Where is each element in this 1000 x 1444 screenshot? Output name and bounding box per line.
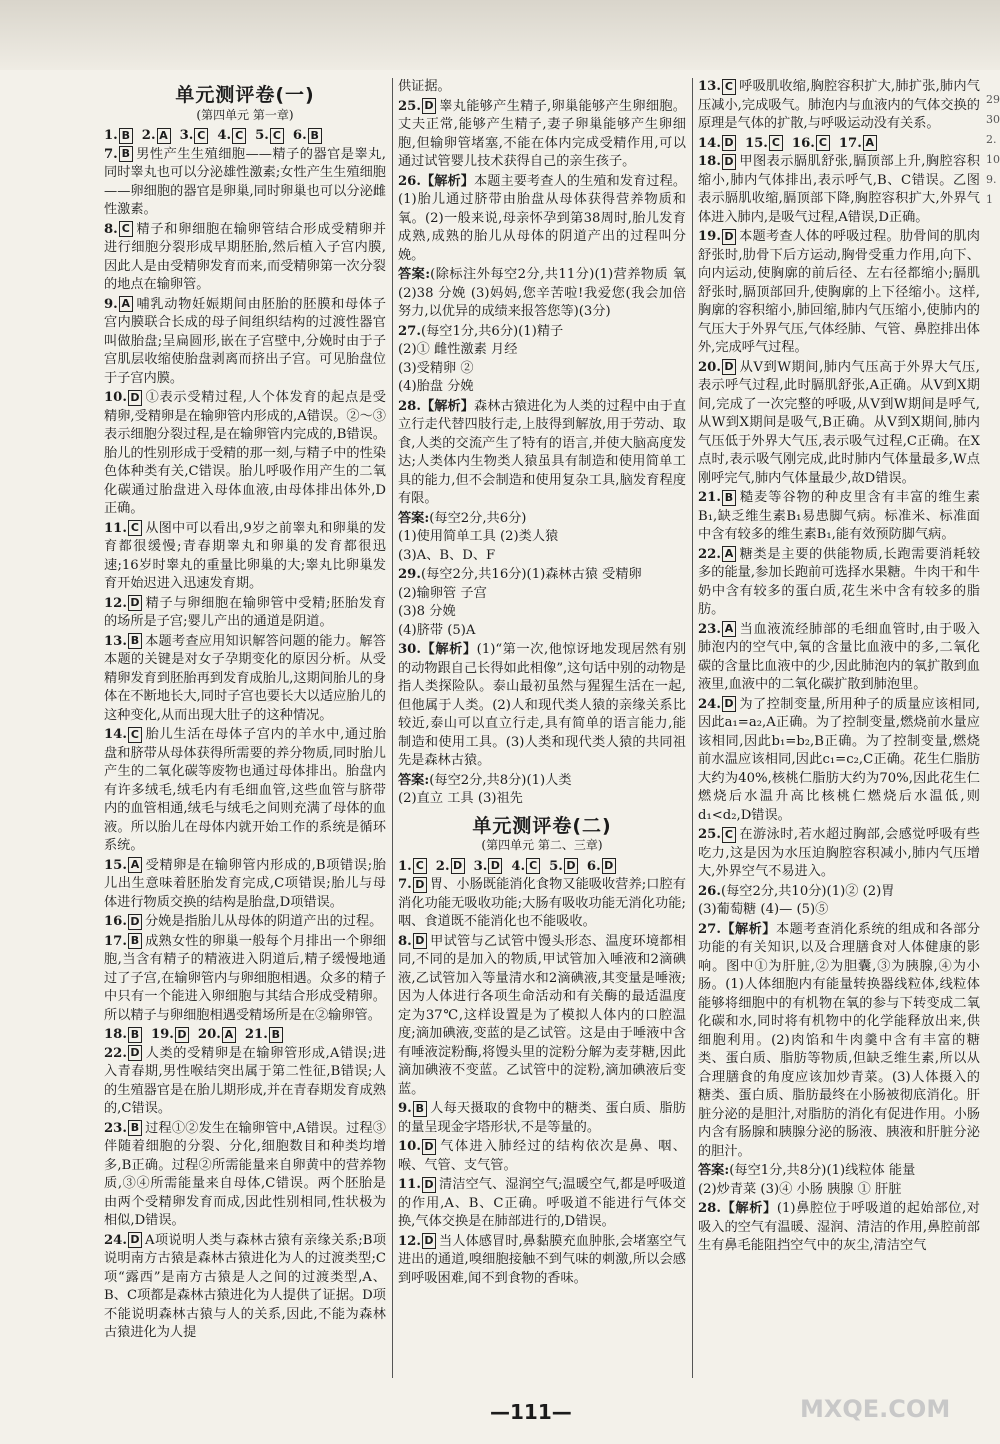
question-number: 12.	[104, 595, 127, 611]
question-number: 23.	[698, 621, 721, 637]
question-number: 14.	[698, 135, 721, 151]
answer-entry	[398, 566, 686, 640]
answer-text: (2)输卵管 子宫	[398, 585, 487, 601]
answer-entry	[398, 266, 686, 322]
answer-box: D	[422, 1177, 436, 1193]
scan-top-band	[0, 0, 1000, 70]
question-number: 15.	[744, 135, 768, 151]
answer-list	[104, 1045, 386, 1343]
edge-fragment: 2.	[986, 133, 997, 146]
adjacent-page-edge	[986, 90, 1000, 1390]
continued-text: 供证据。	[398, 79, 451, 94]
answer-box: D	[422, 1139, 436, 1155]
explanation-label: 答案:	[398, 772, 430, 788]
question-number: 10.	[398, 1139, 421, 1154]
answer-list	[398, 98, 686, 809]
question-number: 16.	[104, 914, 127, 929]
answer-entry	[398, 1100, 686, 1137]
answer-text: 当人体感冒时,鼻黏膜充血肿胀,会堵塞空气进出的通道,嗅细胞接触不到气味的刺激,所以会感到呼吸困难,闻不到食物的香味。	[398, 1233, 686, 1286]
answer-text: 精子与卵细胞在输卵管中受精;胚胎发育的场所是子宫;婴儿产出的通道是阴道。	[104, 595, 386, 629]
answer-entry	[698, 921, 980, 1162]
answer-box: B	[269, 1027, 283, 1043]
answer-text: (3)葡萄糖 (4)— (5)⑤	[698, 902, 829, 917]
question-number: 26.	[398, 173, 421, 189]
mc-item	[511, 859, 543, 874]
answer-box: D	[128, 1232, 142, 1248]
answer-box: C	[119, 221, 133, 237]
answer-text: 气体进入肺经过的结构依次是鼻、咽、喉、气管、支气管。	[398, 1139, 686, 1173]
unit-test-title-2: 单元测评卷(二)	[472, 814, 612, 837]
question-number: 7.	[104, 146, 118, 162]
answer-entry	[398, 641, 686, 771]
answer-box: D	[128, 914, 142, 930]
answer-entry	[104, 1045, 386, 1119]
answer-text: (每空1分,共6分)(1)精子	[420, 323, 564, 339]
question-number: 24.	[698, 696, 721, 712]
answer-text: (每空2分,共6分)	[429, 510, 527, 526]
answer-text: 本题考查人体的呼吸过程。肋骨间的肌肉舒张时,肋骨下后方运动,胸骨受重力作用,向下、向内运动,使胸廓的前后径、左右径都缩小;膈肌舒张时,膈顶部回升,使胸廓的上下径缩小。这样,胸廓的容积缩小,肺回缩,肺内气压缩小,使肺内的气压大于外界气压,气体经肺、气管、鼻腔排出体外,完成呼气过程。	[698, 229, 980, 355]
answer-text: 在游泳时,若水超过胸部,会感觉呼吸有些吃力,这是因为水压迫胸腔容积减小,肺内气压增大,外界空气不易进入。	[698, 827, 980, 879]
mc-item	[255, 128, 287, 143]
question-number: 27.	[398, 323, 421, 339]
question-number: 2.	[141, 128, 156, 143]
answer-text: 从V到W期间,肺内气压高于外界大气压,表示呼气过程,此时膈肌舒张,A正确。从V到X期间,完成了一次完整的呼吸,从V到W期间是呼气,从W到X期间是吸气,B正确。从V到X期间,肺内气压低于外界大气压,表示吸气过程,C正确。在X点时,表示吸气刚完成,此时肺内气体量最多,W点刚呼完气,肺内气体量最少,故D错误。	[698, 359, 980, 486]
answer-text: 本题考查应用知识解答问题的能力。解答本题的关键是对女子孕期变化的原因分析。从受精卵发育到胚胎再到发育成胎儿,这期间胎儿的身体在不断地长大,同时子宫也要长大以适应胎儿的这种变化,从而出现大肚子的这种情况。	[104, 633, 386, 723]
question-number: 1.	[398, 858, 412, 874]
answer-box: A	[119, 296, 133, 312]
answer-text: 精子和卵细胞在输卵管结合形成受精卵并进行细胞分裂形成早期胚胎,然后植入子宫内膜,因此人是由受精卵发育而来,而受精卵第一次分裂的地点在输卵管。	[104, 221, 386, 292]
answer-entry	[104, 595, 386, 632]
explanation-label: 【解析】	[420, 398, 475, 414]
answer-entry	[398, 173, 686, 266]
answer-entry	[104, 1232, 386, 1343]
answer-box: C	[526, 858, 540, 874]
answer-box: B	[722, 490, 736, 506]
question-number: 8.	[398, 933, 412, 949]
answer-box: C	[232, 128, 246, 144]
answer-entry	[104, 520, 386, 594]
mc-item	[745, 136, 786, 151]
mc-item	[839, 136, 880, 151]
answer-box: D	[413, 877, 427, 893]
answer-box: D	[564, 858, 578, 874]
answer-entry	[104, 857, 386, 913]
answer-text: 人每天摄取的食物中的糖类、蛋白质、脂肪的量呈现金字塔形状,不是等量的。	[398, 1101, 686, 1135]
question-number: 17.	[838, 135, 862, 151]
answer-entry	[698, 546, 980, 620]
answer-box: C	[128, 520, 142, 536]
answer-text: (4)脐带 (5)A	[398, 622, 476, 638]
explanation-label: 答案:	[698, 1163, 730, 1178]
answer-entry	[398, 933, 686, 1100]
question-number: 14.	[104, 727, 127, 742]
answer-text: (每空2分,共10分)(1)② (2)胃	[720, 883, 895, 899]
answer-entry	[698, 696, 980, 826]
question-number: 12.	[398, 1233, 421, 1249]
watermark-logo: MXQE.COM	[800, 1395, 951, 1423]
answer-box: D	[722, 359, 736, 375]
answer-entry	[698, 489, 980, 545]
answer-box: D	[722, 154, 736, 170]
answer-entry	[398, 398, 686, 509]
answer-entry	[698, 1162, 980, 1199]
answer-entry	[398, 1233, 686, 1289]
question-number: 16.	[791, 135, 815, 151]
question-number: 24.	[104, 1232, 127, 1248]
mc-answer-row	[104, 127, 386, 146]
mc-answer-row	[698, 135, 980, 154]
edge-fragment: 30	[986, 113, 1000, 126]
answer-box: A	[722, 621, 736, 637]
question-number: 25.	[398, 98, 421, 114]
answer-entry	[398, 510, 686, 566]
question-number: 4.	[217, 128, 232, 143]
answer-entry	[698, 621, 980, 695]
question-number: 13.	[698, 79, 721, 94]
mc-item	[474, 859, 506, 874]
answer-box: D	[722, 696, 736, 712]
answer-box: C	[413, 858, 427, 874]
answer-text: 为了控制变量,所用种子的质量应该相同,因此a₁=a₂,A正确。为了控制变量,燃烧前水量应该相同,因此b₁=b₂,B正确。为了控制变量,燃烧前水温应该相同,因此c₁=c₂,C正确。花生仁脂肪大约为40%,核桃仁脂肪大约为70%,因此花生仁燃烧后水温升高比核桃仁燃烧后水温低,则d₁<d₂,D错误。	[698, 696, 980, 823]
question-number: 27.	[698, 921, 721, 937]
unit-test-title-1: 单元测评卷(一)	[175, 84, 315, 106]
answer-box: D	[413, 933, 427, 949]
answer-box: D	[128, 1045, 142, 1061]
explanation-label: 【解析】	[720, 1201, 777, 1216]
answer-text: 森林古猿进化为人类的过程中由于直立行走代替四肢行走,上肢得到解放,用于劳动、取食,人类的交流产生了特有的语言,并使大脑高度发达;人类体内生物类人猿虽具有制造和使用简单工具的能力,但不会制造和使用复杂工具,脑发育程度有限。	[398, 398, 686, 506]
answer-text: 本题考查消化系统的组成和各部分功能的有关知识,以及合理膳食对人体健康的影响。图中①为肝脏,②为胆囊,③为胰腺,④为小肠。(1)人体细胞内有能量转换器线粒体,线粒体能够将细胞中的有机物在氧的参与下转变成二氧化碳和水,同时将有机物中的化学能释放出来,供细胞利用。(2)肉馅和牛肉羹中含有丰富的糖类、蛋白质、脂肪等物质,但缺乏维生素,所以从合理膳食的角度应该加炒青菜。(3)人体摄入的糖类、蛋白质、脂肪最终在小肠被彻底消化。肝脏分泌的是胆汁,对脂肪的消化有促进作用。小肠内含有肠腺和胰腺分泌的肠液、胰液和肝脏分泌的胆汁。	[698, 921, 980, 1159]
answer-box: B	[413, 1101, 427, 1117]
answer-text: (1)使用简单工具 (2)类人猿	[398, 529, 559, 544]
answer-text: (每空2分,共8分)(1)人类	[429, 772, 572, 788]
mc-item	[198, 1027, 239, 1042]
mc-answer-row	[398, 858, 686, 877]
question-number: 19.	[698, 229, 721, 244]
question-number: 18.	[698, 154, 721, 169]
answer-text: 从图中可以看出,9岁之前睾丸和卵巢的发育都很缓慢;青春期睾丸和卵巢的发育都很迅速;16岁时睾丸的重量比卵巢的大;睾丸比卵巢发育开始迟进入迅速发育期。	[104, 520, 386, 591]
question-number: 18.	[104, 1027, 127, 1042]
answer-box: A	[157, 128, 171, 144]
question-number: 26.	[698, 883, 721, 899]
question-number: 7.	[398, 877, 412, 892]
answer-box: B	[128, 933, 142, 949]
mc-item	[180, 128, 212, 143]
answer-entry	[104, 389, 386, 519]
question-number: 8.	[104, 221, 118, 237]
unit-test-subtitle-2: (第四单元 第二、三章)	[481, 838, 603, 852]
unit-test-subtitle-1: (第四单元 第一章)	[196, 107, 294, 122]
answer-box: D	[128, 595, 142, 611]
answer-entry	[698, 1200, 980, 1256]
answer-text: (2)炒青菜 (3)④ 小肠 胰腺 ① 肝脏	[698, 1181, 902, 1197]
question-number: 19.	[150, 1027, 174, 1042]
question-number: 9.	[398, 1101, 412, 1116]
answer-text: (2)直立 工具 (3)祖先	[398, 791, 523, 806]
edge-fragment: 10	[986, 153, 1000, 166]
answer-text: (3)A、B、D、F	[398, 547, 496, 563]
answer-box: D	[722, 229, 736, 245]
question-number: 1.	[104, 128, 118, 143]
answer-entry	[104, 933, 386, 1026]
answer-text: 睾丸能够产生精子,卵巢能够产生卵细胞。丈夫正常,能够产生精子,妻子卵巢能够产生卵细胞,但输卵管堵塞,不能在体内完成受精作用,可以通过试管婴儿技术获得自己的亲生孩子。	[398, 98, 686, 169]
answer-text: (3)受精卵 ②	[398, 360, 474, 376]
answer-text: (3)8 分娩	[398, 604, 456, 619]
question-number: 10.	[104, 390, 127, 405]
mc-item	[217, 128, 249, 143]
answer-text: (每空1分,共8分)(1)线粒体 能量	[729, 1163, 916, 1178]
answer-entry	[698, 228, 980, 358]
answer-box: C	[194, 128, 208, 144]
question-number: 22.	[698, 546, 721, 562]
question-number: 11.	[398, 1177, 421, 1192]
answer-entry	[698, 826, 980, 882]
answer-entry	[698, 883, 980, 920]
mc-item	[549, 859, 581, 874]
answer-text: 甲试管与乙试管中馒头形态、温度环境都相同,不同的是加入的物质,甲试管加入唾液和2滴碘液,乙试管加入等量清水和2滴碘液,其变量是唾液;因为人体进行各项生命活动和有关酶的最适温度定为37℃,这样设置是为了模拟人体内的口腔温度;滴加碘液,变蓝的是乙试管。这是由于唾液中含有唾液淀粉酶,将馒头里的淀粉分解为麦芽糖,因此滴加碘液不变蓝。乙试管中的淀粉,滴加碘液后变蓝。	[398, 933, 686, 1097]
answer-text: 受精卵是在输卵管内形成的,B项错误;胎儿出生意味着胚胎发育完成,C项错误;胎儿与母体进行物质交换的结构是胎盘,D项错误。	[104, 857, 386, 910]
answer-box: D	[422, 1233, 436, 1249]
answer-box: A	[222, 1027, 236, 1043]
mc-item	[245, 1027, 286, 1042]
explanation-label: 答案:	[398, 267, 431, 282]
answer-text: 甲图表示膈肌舒张,膈顶部上升,胸腔容积缩小,肺内气体排出,表示呼气,B、C错误。乙图表示膈肌收缩,膈顶部下降,胸腔容积扩大,外界气体进入肺内,是吸气过程,A错误,D正确。	[698, 154, 980, 225]
answer-box: D	[722, 135, 736, 151]
column-divider	[392, 78, 393, 1378]
answer-text: 哺乳动物妊娠期间由胚胎的胚膜和母体子宫内膜联合长成的母子间组织结构的过渡性器官叫做胎盘;呈扁圆形,嵌在子宫壁中,分娩时由于子宫肌层收缩使胎盘剥离而挤出子宫。可见胎盘位于子宫内膜。	[104, 296, 386, 386]
answer-list	[698, 78, 980, 134]
question-number: 17.	[104, 933, 127, 949]
answer-text: 本题主要考查人的生殖和发育过程。(1)胎儿通过脐带由胎盘从母体获得营养物质和氧。(2)一般来说,母亲怀孕到第38周时,胎儿发育成熟,成熟的胎儿从母体的阴道产出的过程叫分娩。	[398, 173, 686, 263]
mc-item	[142, 128, 174, 143]
mc-item	[398, 859, 430, 874]
answer-list	[698, 153, 980, 1256]
question-number: 6.	[586, 858, 601, 874]
answer-text: (除标注外每空2分,共11分)(1)营养物质 氧 (2)38 分娩 (3)妈妈,您辛苦啦!我爱您(我会加倍努力,以优异的成绩来报答您等)(3分)	[398, 267, 686, 319]
question-number: 28.	[698, 1201, 721, 1216]
question-number: 5.	[549, 858, 563, 874]
answer-box: C	[722, 827, 736, 843]
answer-box: A	[722, 546, 736, 562]
answer-entry	[698, 78, 980, 134]
edge-fragment: 1	[986, 193, 993, 206]
mc-item	[293, 128, 325, 143]
explanation-label: 答案:	[398, 510, 430, 526]
answer-text: 当血液流经肺部的毛细血管时,由于吸入肺泡内的空气中,氧的含量比血液中的多,二氧化碳的含量比血液中的少,因此肺泡内的氧扩散到血液里,血液中的二氧化碳扩散到肺泡里。	[698, 621, 980, 692]
column-divider	[692, 78, 693, 1378]
answer-box: D	[602, 858, 616, 874]
answer-text: (4)胎盘 分娩	[398, 379, 474, 394]
answer-entry	[398, 323, 686, 397]
answer-box: C	[128, 727, 142, 743]
answer-list	[398, 876, 686, 1288]
answer-text: 胎儿生活在母体子宫内的羊水中,通过胎盘和脐带从母体获得所需要的养分物质,同时胎儿产生的二氧化碳等废物也通过母体排出。胎盘内有许多绒毛,绒毛内有毛细血管,这些血管与脐带内的血管相通,绒毛与绒毛之间则充满了母体的血液。所以胎儿在母体内就开始工作的系统是循环系统。	[104, 727, 386, 853]
answer-entry	[104, 726, 386, 856]
mc-item	[792, 136, 833, 151]
answer-entry	[104, 913, 386, 932]
answer-box: B	[119, 128, 133, 144]
column-3	[698, 78, 980, 1378]
question-number: 13.	[104, 633, 127, 649]
explanation-label: 【解析】	[420, 642, 477, 657]
answer-entry	[104, 633, 386, 726]
question-number: 21.	[698, 490, 721, 505]
question-number: 3.	[473, 858, 488, 874]
question-number: 3.	[179, 128, 194, 143]
question-number: 2.	[435, 858, 450, 874]
mc-item	[587, 859, 619, 874]
answer-box: B	[128, 1027, 142, 1043]
mc-item	[104, 1027, 145, 1042]
answer-box: D	[488, 858, 502, 874]
question-number: 9.	[104, 296, 118, 312]
answer-text: 呼吸肌收缩,胸腔容积扩大,肺扩张,肺内气压减小,完成吸气。肺泡内与血液内的气体交换的原理是气体的扩散,与呼吸运动没有关系。	[698, 79, 980, 131]
answer-text: 糙麦等谷物的种皮里含有丰富的维生素B₁,缺乏维生素B₁易患脚气病。标准米、标准面中含有较多的维生素B₁,能有效预防脚气病。	[698, 490, 980, 542]
question-number: 20.	[197, 1027, 221, 1042]
question-number: 30.	[398, 642, 421, 657]
answer-entry	[698, 153, 980, 227]
mc-item	[436, 859, 468, 874]
mc-answer-row	[104, 1026, 386, 1045]
answer-text: 过程①②发生在输卵管中,A错误。过程③伴随着细胞的分裂、分化,细胞数目和种类均增多,B正确。过程②所需能量来自卵黄中的营养物质,③④所需能量来自母体,C错误。两个胚胎是由两个受精卵发育而成,因此性别相同,性状极为相似,D错误。	[104, 1120, 386, 1228]
answer-entry	[698, 359, 980, 489]
edge-fragment: 9.	[986, 173, 997, 186]
question-number: 5.	[255, 128, 269, 143]
question-number: 20.	[698, 359, 721, 375]
answer-text: (1)鼻腔位于呼吸道的起始部位,对吸入的空气有温暖、湿润、清洁的作用,鼻腔前部生有鼻毛能阻挡空气中的灰尘,清洁空气	[698, 1201, 980, 1253]
answer-box: B	[128, 633, 142, 649]
answer-text: (1)“第一次,他惊讶地发现居然有别的动物跟自己长得如此相像”,这句话中别的动物是指人类探险队。泰山最初虽然与猩猩生活在一起,但他属于人类。(2)人和现代类人猿的亲缘关系比较近,泰山可以直立行走,具有简单的语言能力,能制造和使用工具。(3)人类和现代类人猿的共同祖先是森林古猿。	[398, 642, 686, 768]
answer-box: C	[816, 135, 830, 151]
answer-entry	[398, 1176, 686, 1232]
question-number: 11.	[104, 520, 127, 536]
question-number: 29.	[398, 567, 421, 582]
answer-entry	[104, 146, 386, 220]
explanation-label: 【解析】	[420, 173, 475, 189]
page-number: —111—	[490, 1400, 572, 1424]
answer-text: 成熟女性的卵巢一般每个月排出一个卵细胞,当含有精子的精液进入阴道后,精子缓慢地通过了子宫,在输卵管内与卵细胞相遇。众多的精子中只有一个能进入卵细胞与其结合形成受精卵。所以精子与卵细胞相遇受精场所是在②输卵管。	[104, 933, 386, 1023]
answer-entry	[104, 221, 386, 295]
answer-box: D	[175, 1027, 189, 1043]
answer-box: C	[270, 128, 284, 144]
answer-box: D	[451, 858, 465, 874]
answer-text: 男性产生生殖细胞——精子的器官是睾丸,同时睾丸也可以分泌雄性激素;女性产生生殖细胞——卵细胞的器官是卵巢,同时卵巢也可以分泌雌性激素。	[104, 146, 386, 217]
answer-text: ①表示受精过程,人个体发育的起点是受精卵,受精卵是在输卵管内形成的,A错误。②～③表示细胞分裂过程,是在输卵管内完成的,B错误。胎儿的性别形成于受精的那一刻,与精子中的性染色体种类有关,C错误。胎儿呼吸作用产生的二氧化碳通过胎盘进入母体血液,由母体排出体外,D正确。	[104, 390, 386, 516]
answer-entry	[398, 876, 686, 932]
explanation-label: 【解析】	[720, 921, 776, 937]
answer-entry	[398, 98, 686, 172]
question-number: 6.	[292, 128, 307, 143]
question-number: 22.	[104, 1045, 127, 1061]
question-number: 25.	[698, 827, 721, 842]
answer-text: (每空2分,共16分)(1)森林古猿 受精卵	[420, 567, 642, 582]
answer-box: C	[769, 135, 783, 151]
answer-box: C	[722, 79, 736, 95]
question-number: 15.	[104, 857, 127, 873]
mc-item	[151, 1027, 192, 1042]
edge-fragment: 29	[986, 93, 1000, 106]
question-number: 21.	[244, 1027, 268, 1042]
answer-text: 胃、小肠既能消化食物又能吸收营养;口腔有消化功能无吸收功能;大肠有吸收功能无消化功能;咽、食道既不能消化也不能吸收。	[398, 877, 686, 929]
column-2	[398, 78, 686, 1378]
answer-list	[104, 146, 386, 1026]
answer-text: A项说明人类与森林古猿有亲缘关系;B项说明南方古猿是森林古猿进化为人的过渡类型;C项“露西”是南方古猿是人之间的过渡类型,A、B、C项都是森林古猿进化为人提供了证据。D项不能说明森林古猿与人的关系,因此,不能为森林古猿进化为人提	[104, 1232, 386, 1340]
question-number: 28.	[398, 398, 421, 414]
answer-box: A	[128, 857, 142, 873]
question-number: 23.	[104, 1120, 127, 1136]
answer-box: D	[128, 390, 142, 406]
answer-entry	[398, 1138, 686, 1175]
answer-box: D	[422, 98, 436, 114]
answer-entry	[398, 772, 686, 809]
answer-box: B	[128, 1120, 142, 1136]
mc-item	[698, 136, 739, 151]
answer-text: 人类的受精卵是在输卵管形成,A错误;进入青春期,男性喉结突出属于第二性征,B错误;人的生殖器官是在胎儿期形成,并在青春期发育成熟的,C错误。	[104, 1045, 386, 1116]
answer-entry	[104, 296, 386, 389]
answer-text: 分娩是指胎儿从母体的阴道产出的过程。	[144, 914, 383, 929]
answer-entry	[104, 1120, 386, 1231]
mc-item	[104, 128, 136, 143]
answer-text: (2)① 雌性激素 月经	[398, 342, 518, 357]
column-1	[104, 78, 386, 1378]
answer-text: 糖类是主要的供能物质,长跑需要消耗较多的能量,参加长跑前可选择水果糖。牛肉干和牛奶中含有较多的蛋白质,花生米中含有较多的脂肪。	[698, 546, 980, 617]
answer-text: 清洁空气、湿润空气;温暖空气,都是呼吸道的作用,A、B、C正确。呼吸道不能进行气体交换,气体交换是在肺部进行的,D错误。	[398, 1177, 686, 1229]
answer-box: B	[119, 146, 133, 162]
question-number: 4.	[511, 858, 526, 874]
answer-box: B	[308, 128, 322, 144]
answer-box: A	[863, 135, 877, 151]
